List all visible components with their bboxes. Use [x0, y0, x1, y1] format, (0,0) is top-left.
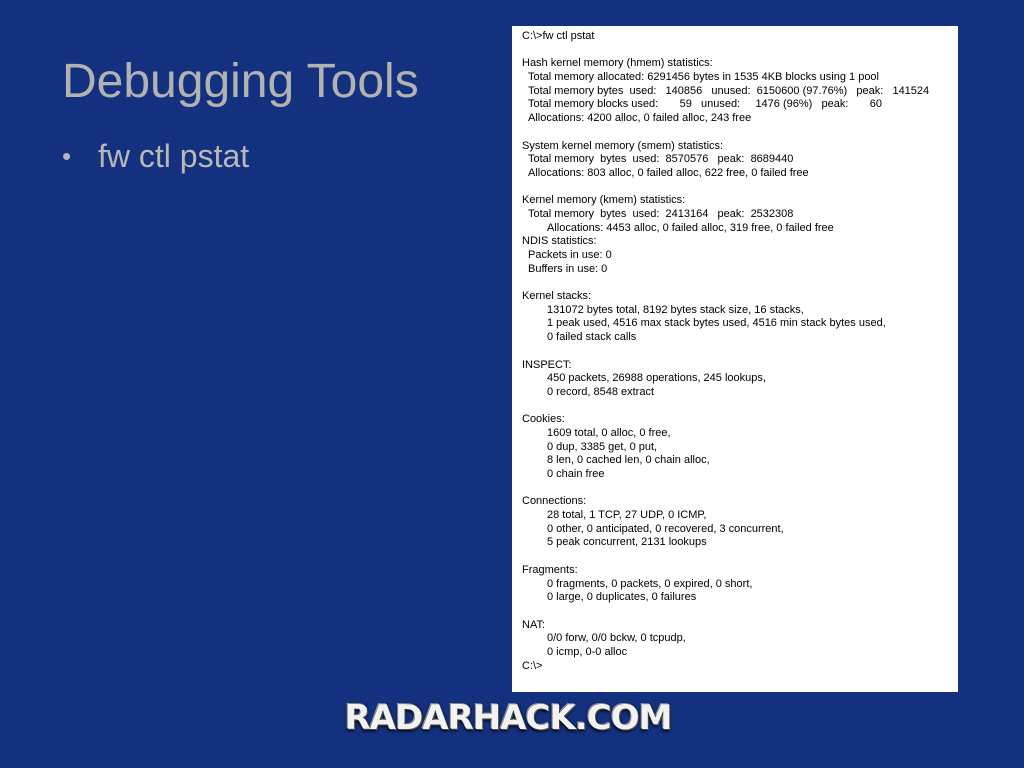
bullet-item	[62, 136, 249, 176]
output-line: Hash kernel memory (hmem) statistics:	[522, 57, 713, 70]
output-line	[522, 482, 948, 496]
output-line: Total memory allocated: 6291456 bytes in 1535 4KB blocks using 1 pool	[528, 71, 879, 84]
command-output-panel	[512, 26, 958, 692]
output-line: 450 packets, 26988 operations, 245 lookups,	[547, 372, 766, 385]
watermark-text: RADARHACK.COM	[344, 698, 672, 738]
output-line: 0 chain free	[547, 468, 605, 480]
output-line: 131072 bytes total, 8192 bytes stack size, 16 stacks,	[547, 303, 804, 316]
output-line: 0 other, 0 anticipated, 0 recovered, 3 concurrent,	[547, 522, 784, 535]
output-line: Cookies:	[522, 413, 565, 426]
output-line: 28 total, 1 TCP, 27 UDP, 0 ICMP,	[547, 509, 707, 522]
output-line	[522, 400, 948, 414]
output-line	[522, 126, 948, 140]
output-line	[522, 44, 948, 58]
bullet-list	[62, 136, 249, 176]
output-line: 0 record, 8548 extract	[547, 385, 655, 398]
output-line: 1 peak used, 4516 max stack bytes used, 4516 min stack bytes used,	[547, 317, 886, 330]
slide-title: Debugging Tools	[62, 55, 419, 108]
output-line: 0 dup, 3385 get, 0 put,	[547, 440, 658, 453]
output-line: 0 icmp, 0-0 alloc	[547, 645, 628, 658]
output-line: 0 failed stack calls	[547, 331, 637, 344]
bullet-text: fw ctl pstat	[98, 138, 250, 174]
output-line: C:\>fw ctl pstat	[522, 30, 595, 42]
output-line	[522, 605, 948, 619]
output-line: Total memory bytes used: 140856 unused: 6150600 (97.76%) peak: 141524	[528, 84, 930, 97]
output-line: Connections:	[522, 495, 587, 508]
output-line: Kernel stacks:	[522, 290, 592, 303]
output-line	[522, 276, 948, 290]
output-line	[522, 550, 948, 564]
output-line: 0 fragments, 0 packets, 0 expired, 0 short,	[547, 577, 753, 590]
output-line: 0/0 forw, 0/0 bckw, 0 tcpudp,	[547, 632, 686, 645]
output-line: Buffers in use: 0	[528, 262, 608, 275]
output-line: NAT:	[522, 618, 546, 631]
output-line: Allocations: 803 alloc, 0 failed alloc, 622 free, 0 failed free	[528, 166, 809, 179]
output-line: Fragments:	[522, 563, 578, 576]
output-line: Total memory bytes used: 8570576 peak: 8689440	[528, 153, 794, 166]
bullet-marker: •	[62, 141, 72, 171]
watermark-logo	[344, 697, 672, 739]
output-line: INSPECT:	[522, 358, 572, 371]
output-line: Packets in use: 0	[528, 249, 612, 261]
output-line: C:\>	[522, 659, 543, 672]
output-line: Kernel memory (kmem) statistics:	[522, 194, 686, 207]
output-line: Allocations: 4200 alloc, 0 failed alloc, 243 free	[528, 112, 752, 125]
output-line: 1609 total, 0 alloc, 0 free,	[547, 426, 671, 439]
output-line: Total memory blocks used: 59 unused: 1476 (96%) peak: 60	[528, 98, 883, 111]
output-line: System kernel memory (smem) statistics:	[522, 139, 724, 152]
output-line: NDIS statistics:	[522, 235, 597, 248]
output-line	[522, 345, 948, 359]
output-line: Total memory bytes used: 2413164 peak: 2532308	[528, 207, 794, 220]
output-line: 5 peak concurrent, 2131 lookups	[547, 536, 707, 549]
output-line: 8 len, 0 cached len, 0 chain alloc,	[547, 454, 710, 467]
output-line: 0 large, 0 duplicates, 0 failures	[547, 591, 697, 604]
output-line	[522, 181, 948, 195]
output-line: Allocations: 4453 alloc, 0 failed alloc, 319 free, 0 failed free	[547, 221, 834, 234]
